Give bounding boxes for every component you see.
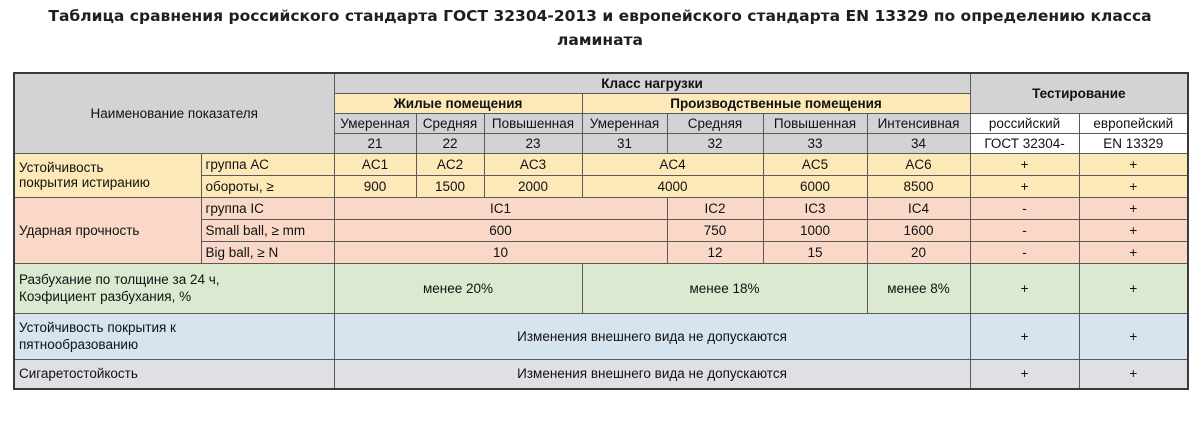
impact-ic-russian: - [970,197,1079,219]
swelling-name [14,263,334,313]
abrasion-ac1: AC1 [334,153,416,175]
impact-big-ball-european: + [1079,241,1188,263]
abrasion-ac2: AC2 [416,153,484,175]
title-line-1: Таблица сравнения российского стандарта ГОСТ 32304-2013 и европейского стандарта EN 13329 по определению класса [48,7,1152,25]
abrasion-turns-russian: + [970,175,1079,197]
impact-ic1: IC1 [334,197,667,219]
class-code-cell: 22 [416,133,484,153]
header-russian-standard: ГОСТ 32304- [970,133,1079,153]
title-line-2: ламината [557,31,643,49]
level-cell: Средняя [667,113,763,133]
impact-ic4: IC4 [867,197,970,219]
impact-ic2: IC2 [667,197,763,219]
level-cell: Повышенная [484,113,582,133]
header-european-standard: EN 13329 [1079,133,1188,153]
impact-small-ball-1: 600 [334,219,667,241]
abrasion-turns-6: 8500 [867,175,970,197]
abrasion-group-label: группа АС [201,153,334,175]
swelling-european: + [1079,263,1188,313]
header-load-class: Класс нагрузки [334,73,970,93]
header-european: европейский [1079,113,1188,133]
abrasion-group-russian: + [970,153,1079,175]
swelling-russian: + [970,263,1079,313]
level-cell: Интенсивная [867,113,970,133]
impact-big-ball-label: Big ball, ≥ N [201,241,334,263]
class-code-cell: 23 [484,133,582,153]
header-indicator: Наименование показателя [14,73,334,153]
level-cell: Умеренная [334,113,416,133]
stain-name-line-1: Устойчивость покрытия к [19,320,176,335]
abrasion-turns-1: 900 [334,175,416,197]
abrasion-name-line-1: Устойчивость [19,160,104,175]
abrasion-turns-3: 2000 [484,175,582,197]
class-code-cell: 33 [763,133,867,153]
header-industrial: Производственные помещения [582,93,970,113]
impact-small-ball-2: 750 [667,219,763,241]
abrasion-ac6: AC6 [867,153,970,175]
swelling-value-intensive: менее 8% [867,263,970,313]
impact-big-ball-1: 10 [334,241,667,263]
abrasion-group-european: + [1079,153,1188,175]
abrasion-name-line-2: покрытия истиранию [19,175,150,190]
impact-ic-european: + [1079,197,1188,219]
impact-small-ball-4: 1600 [867,219,970,241]
header-testing: Тестирование [970,73,1188,113]
stain-european: + [1079,313,1188,359]
impact-big-ball-4: 20 [867,241,970,263]
abrasion-ac4: AC4 [582,153,763,175]
impact-name: Ударная прочность [14,197,201,263]
abrasion-name [14,153,201,197]
abrasion-turns-5: 6000 [763,175,867,197]
stain-russian: + [970,313,1079,359]
class-code-cell: 32 [667,133,763,153]
class-code-cell: 31 [582,133,667,153]
abrasion-turns-european: + [1079,175,1188,197]
impact-big-ball-russian: - [970,241,1079,263]
header-residential: Жилые помещения [334,93,582,113]
abrasion-turns-4: 4000 [582,175,763,197]
level-cell: Повышенная [763,113,867,133]
impact-small-ball-label: Small ball, ≥ mm [201,219,334,241]
class-code-cell: 21 [334,133,416,153]
stain-name [14,313,334,359]
cigarette-name: Сигаретостойкость [14,359,334,389]
impact-big-ball-3: 15 [763,241,867,263]
page-title [0,4,1200,52]
impact-small-ball-russian: - [970,219,1079,241]
impact-small-ball-3: 1000 [763,219,867,241]
abrasion-turns-label: обороты, ≥ [201,175,334,197]
cigarette-european: + [1079,359,1188,389]
swelling-name-line-1: Разбухание по толщине за 24 ч, [19,272,220,287]
stain-value: Изменения внешнего вида не допускаются [334,313,970,359]
cigarette-value: Изменения внешнего вида не допускаются [334,359,970,389]
class-code-cell: 34 [867,133,970,153]
header-russian: российский [970,113,1079,133]
abrasion-ac3: AC3 [484,153,582,175]
impact-big-ball-2: 12 [667,241,763,263]
impact-small-ball-european: + [1079,219,1188,241]
level-cell: Умеренная [582,113,667,133]
stain-name-line-2: пятнообразованию [19,337,139,352]
abrasion-ac5: AC5 [763,153,867,175]
comparison-table [13,72,1189,390]
cigarette-russian: + [970,359,1079,389]
swelling-name-line-2: Коэфициент разбухания, % [19,289,192,304]
level-cell: Средняя [416,113,484,133]
abrasion-turns-2: 1500 [416,175,484,197]
swelling-value-residential: менее 20% [334,263,582,313]
impact-ic-label: группа IC [201,197,334,219]
impact-ic3: IC3 [763,197,867,219]
swelling-value-industrial: менее 18% [582,263,867,313]
